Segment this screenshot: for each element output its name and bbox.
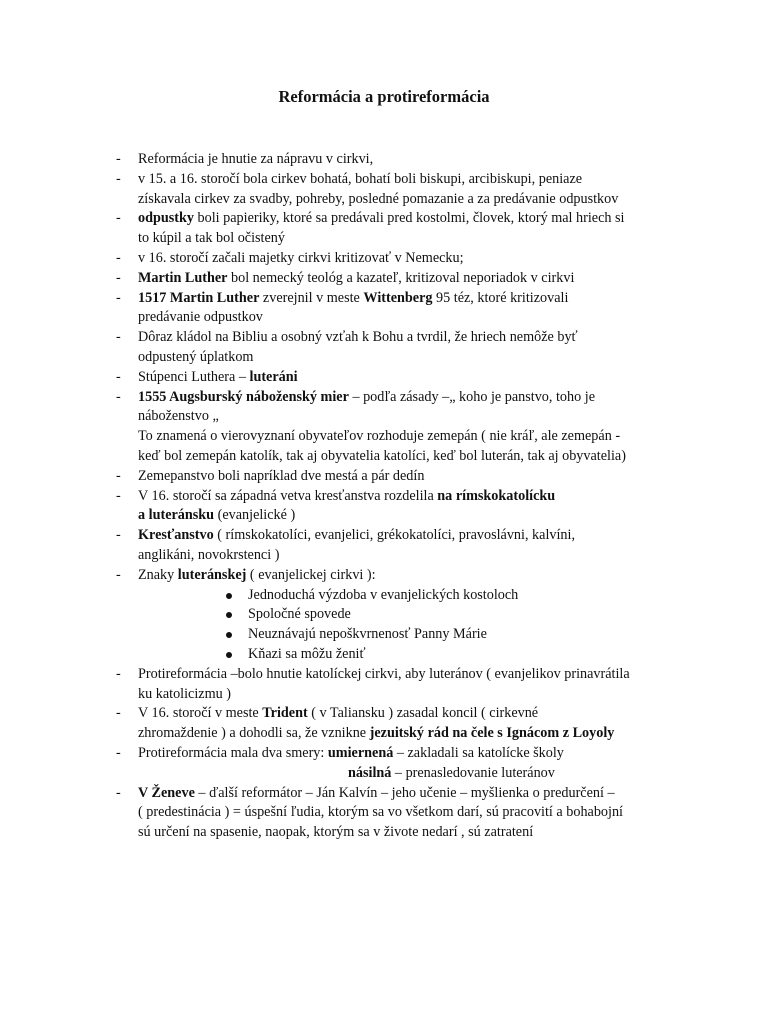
text-run: bol nemecký teológ a kazateľ, kritizoval neporiadok v cirkvi bbox=[227, 269, 575, 286]
bold-text: na rímskokatolícku bbox=[437, 487, 556, 504]
dash-marker: - bbox=[116, 210, 121, 227]
text-line bbox=[138, 328, 696, 348]
list-item bbox=[116, 249, 696, 269]
bold-text: jezuitský rád na čele s Ignácom z Loyoly bbox=[369, 725, 615, 742]
bullet-dot-icon bbox=[226, 632, 232, 638]
text-run: ku katolicizmu ) bbox=[138, 685, 231, 702]
text-run: predávanie odpustkov bbox=[138, 309, 263, 326]
text-line bbox=[138, 170, 696, 190]
list-item bbox=[116, 269, 696, 289]
text-run: získavala cirkev za svadby, pohreby, posledné pomazanie a za predávanie odpustkov bbox=[138, 190, 619, 207]
dash-marker: - bbox=[116, 705, 121, 722]
text-line bbox=[138, 665, 696, 685]
text-run: náboženstvo „ bbox=[138, 408, 219, 425]
text-line bbox=[138, 269, 696, 289]
text-line bbox=[138, 249, 696, 269]
text-run: – zakladali sa katolícke školy bbox=[393, 744, 564, 761]
text-line bbox=[138, 546, 696, 566]
text-line bbox=[138, 704, 696, 724]
list-item bbox=[116, 704, 696, 744]
bold-text: luteráni bbox=[249, 368, 298, 385]
text-line bbox=[138, 467, 696, 487]
list-item bbox=[116, 328, 696, 368]
text-run: 95 téz, ktoré kritizovali bbox=[432, 289, 569, 306]
text-run: ( v Taliansku ) zasadal koncil ( cirkevné bbox=[307, 705, 539, 722]
list-item bbox=[116, 744, 696, 784]
bold-text: Kresťanstvo bbox=[138, 527, 214, 544]
text-run: To znamená o vierovyznaní obyvateľov rozhoduje zemepán ( nie kráľ, ale zemepán - bbox=[138, 428, 621, 445]
list-item bbox=[116, 526, 696, 566]
text-line bbox=[138, 190, 696, 210]
text-run: v 16. storočí začali majetky cirkvi kritizovať v Nemecku; bbox=[138, 249, 464, 266]
sub-bullet-item bbox=[116, 645, 696, 665]
bullet-dot-icon bbox=[226, 612, 232, 618]
text-line bbox=[138, 784, 696, 804]
text-run: – ďalší reformátor – Ján Kalvín – jeho učenie – myšlienka o predurčení – bbox=[194, 784, 615, 801]
text-run: v 15. a 16. storočí bola cirkev bohatá, bohatí boli biskupi, arcibiskupi, peniaze bbox=[138, 170, 583, 187]
text-line bbox=[138, 823, 696, 843]
sub-bullet-text: Spoločné spovede bbox=[248, 606, 351, 623]
text-line bbox=[138, 724, 696, 744]
text-run: sú určení na spasenie, naopak, ktorým sa v živote nedarí , sú zatratení bbox=[138, 824, 534, 841]
text-run: zverejnil v meste bbox=[259, 289, 364, 306]
bold-text: 1517 Martin Luther bbox=[138, 289, 260, 306]
text-run: anglikáni, novokrstenci ) bbox=[138, 546, 280, 563]
dash-marker: - bbox=[116, 289, 121, 306]
text-run: V 16. storočí sa západná vetva kresťanstva rozdelila bbox=[138, 487, 438, 504]
dash-marker: - bbox=[116, 527, 121, 544]
text-run: ( evanjelickej cirkvi ): bbox=[246, 566, 376, 583]
text-run: Dôraz kládol na Bibliu a osobný vzťah k Bohu a tvrdil, že hriech nemôže byť bbox=[138, 329, 578, 346]
text-line bbox=[138, 566, 696, 586]
bold-text: násilná bbox=[348, 764, 392, 781]
bold-text: luteránskej bbox=[177, 566, 247, 583]
text-line bbox=[138, 803, 696, 823]
bullet-dot-icon bbox=[226, 652, 232, 658]
text-run: V 16. storočí v meste bbox=[138, 705, 263, 722]
dash-marker: - bbox=[116, 744, 121, 761]
text-line bbox=[138, 744, 696, 764]
text-run: – podľa zásady –„ koho je panstvo, toho je bbox=[348, 388, 595, 405]
dash-marker: - bbox=[116, 388, 121, 405]
text-line bbox=[138, 685, 696, 705]
dash-marker: - bbox=[116, 566, 121, 583]
text-line bbox=[138, 764, 696, 784]
text-line bbox=[138, 447, 696, 467]
dash-marker: - bbox=[116, 329, 121, 346]
sub-bullet-text: Neuznávajú nepoškvrnenosť Panny Márie bbox=[248, 626, 487, 643]
sub-bullet-item bbox=[116, 625, 696, 645]
list-item bbox=[116, 566, 696, 586]
dash-marker: - bbox=[116, 269, 121, 286]
document-title: Reformácia a protireformácia bbox=[278, 87, 490, 106]
text-line bbox=[138, 209, 696, 229]
text-run: Protireformácia –bolo hnutie katolíckej cirkvi, aby luteránov ( evanjelikov prinavrátila bbox=[138, 665, 630, 682]
dash-marker: - bbox=[116, 170, 121, 187]
text-run: to kúpil a tak bol očistený bbox=[138, 230, 285, 247]
sub-bullet-item bbox=[116, 605, 696, 625]
text-line bbox=[138, 487, 696, 507]
sub-bullet-text: Jednoduchá výzdoba v evanjelických kostoloch bbox=[248, 586, 519, 603]
list-item bbox=[116, 487, 696, 527]
bold-text: Wittenberg bbox=[363, 289, 433, 306]
text-line bbox=[138, 368, 696, 388]
list-item bbox=[116, 388, 696, 467]
bullet-list bbox=[116, 150, 696, 843]
text-run: ( rímskokatolíci, evanjelici, grékokatolíci, pravoslávni, kalvíni, bbox=[213, 527, 576, 544]
dash-marker: - bbox=[116, 487, 121, 504]
list-item bbox=[116, 289, 696, 329]
text-line bbox=[138, 150, 696, 170]
dash-marker: - bbox=[116, 665, 121, 682]
text-line bbox=[138, 407, 696, 427]
text-line bbox=[138, 388, 696, 408]
list-item bbox=[116, 665, 696, 705]
text-run: ( predestinácia ) = úspešní ľudia, ktorým sa vo všetkom darí, sú pracovití a bohabojní bbox=[138, 804, 623, 821]
text-line bbox=[138, 506, 696, 526]
bold-text: Martin Luther bbox=[138, 269, 228, 286]
dash-marker: - bbox=[116, 249, 121, 266]
list-item bbox=[116, 368, 696, 388]
text-run: – prenasledovanie luteránov bbox=[391, 764, 555, 781]
text-line bbox=[138, 348, 696, 368]
dash-marker: - bbox=[116, 784, 121, 801]
dash-marker: - bbox=[116, 151, 121, 167]
text-run: zhromaždenie ) a dohodli sa, že vznikne bbox=[138, 725, 370, 742]
bullet-dot-icon bbox=[226, 593, 232, 599]
text-run: odpustený úplatkom bbox=[138, 348, 254, 365]
bold-text: 1555 Augsburský náboženský mier bbox=[138, 388, 349, 405]
sub-bullet-item bbox=[116, 586, 696, 606]
text-line bbox=[138, 526, 696, 546]
text-run: Stúpenci Luthera – bbox=[138, 368, 250, 385]
dash-marker: - bbox=[116, 467, 121, 484]
text-run: (evanjelické ) bbox=[214, 507, 296, 524]
bold-text: Trident bbox=[262, 705, 308, 722]
bold-text: odpustky bbox=[138, 210, 194, 227]
text-line bbox=[138, 229, 696, 249]
text-run: boli papieriky, ktoré sa predávali pred kostolmi, človek, ktorý mal hriech si bbox=[194, 210, 625, 227]
list-item bbox=[116, 209, 696, 249]
list-item bbox=[116, 170, 696, 210]
bold-text: a luteránsku bbox=[138, 507, 215, 524]
text-run: Zemepanstvo boli napríklad dve mestá a pár dedín bbox=[138, 467, 425, 484]
text-line bbox=[138, 427, 696, 447]
list-item bbox=[116, 784, 696, 843]
dash-marker: - bbox=[116, 368, 121, 385]
text-run: keď bol zemepán katolík, tak aj obyvatelia katolíci, keď bol luterán, tak aj obyvatelia) bbox=[138, 447, 626, 464]
text-run: Protireformácia mala dva smery: bbox=[138, 744, 328, 761]
bold-text: umiernená bbox=[327, 744, 394, 761]
text-run: Znaky bbox=[138, 566, 178, 583]
list-item bbox=[116, 150, 696, 170]
text-line bbox=[138, 289, 696, 309]
list-item bbox=[116, 467, 696, 487]
sub-bullet-text: Kňazi sa môžu ženiť bbox=[248, 645, 366, 662]
text-run: Reformácia je hnutie za nápravu v cirkvi, bbox=[138, 151, 374, 167]
bold-text: V Ženeve bbox=[138, 784, 195, 801]
text-line bbox=[138, 308, 696, 328]
